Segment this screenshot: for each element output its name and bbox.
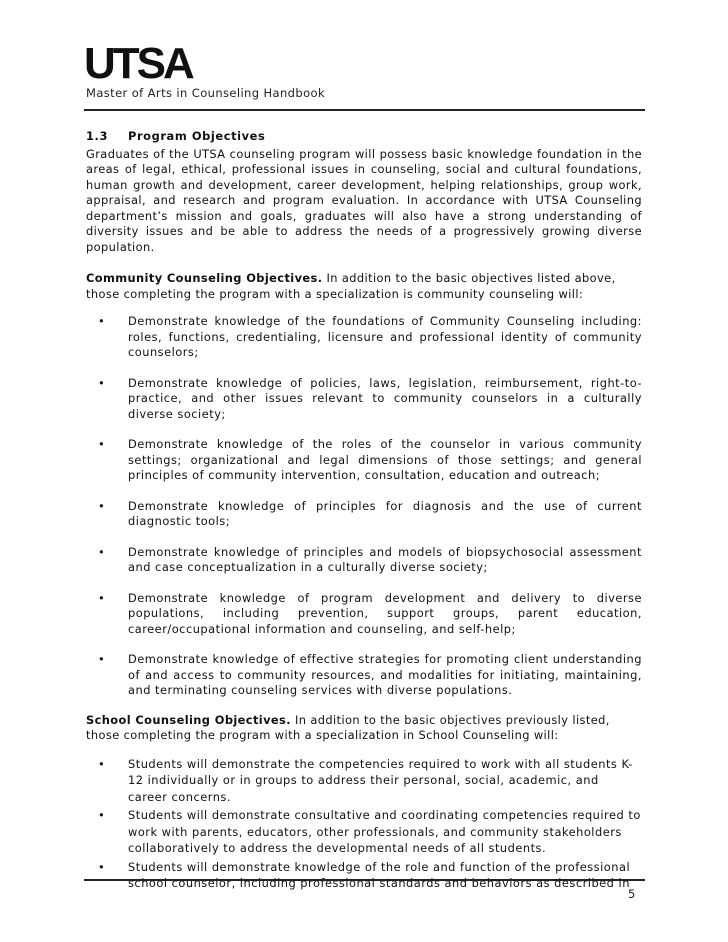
bullet-icon: • — [98, 590, 106, 605]
bullet-icon: • — [98, 652, 106, 666]
bullet-icon: • — [98, 375, 106, 390]
community-intro — [86, 271, 642, 302]
bullet-icon: • — [98, 859, 106, 874]
list-item: • Students will demonstrate the competencies required to work with all students K-12 individually or in groups to address their personal, social, academic, and career concerns. — [98, 756, 633, 804]
community-lead: Community Counseling Objectives. — [86, 271, 323, 285]
list-item: • Demonstrate knowledge of the roles of the counselor in various community settings; organizational and legal dimensions of those settings; and general principles of community intervention, consultation, education and outreach; — [98, 437, 642, 482]
intro-paragraph: Graduates of the UTSA counseling program will possess basic knowledge foundation in the areas of legal, ethical, professional issues in counseling, social and cultural foundations, human growth and development, career development, helping relationships, group work, appraisal, and research and program evaluation. In accordance with UTSA Counseling department’s mission and goals, graduates will also have a strong understanding of diversity issues and be able to address the needs of a progressively growing diverse population. — [86, 146, 642, 254]
bullet-icon: • — [98, 544, 106, 559]
list-item: • Students will demonstrate knowledge of the role and function of the professional school counselor, including professional standards and behaviors as described in — [98, 859, 631, 890]
bullet-icon: • — [98, 756, 106, 771]
list-item: • Students will demonstrate consultative and coordinating competencies required to work with parents, educators, other professionals, and community stakeholders collaboratively to address the developmental needs of all students. — [98, 808, 641, 855]
bullet-icon: • — [98, 808, 106, 822]
school-text: In addition to the basic objectives previously listed, those completing the program with a specialization in School Counseling will: — [86, 712, 610, 742]
community-text: In addition to the basic objectives listed above, those completing the program with a specialization is community counseling will: — [86, 271, 616, 301]
list-item: • Demonstrate knowledge of effective strategies for promoting client understanding of and access to community resources, and modalities for initiating, maintaining, and terminating counseling services with diverse populations. — [98, 652, 642, 697]
school-lead: School Counseling Objectives. — [86, 712, 291, 727]
section-number: 1.3 — [86, 129, 108, 143]
bullet-icon: • — [98, 437, 106, 451]
footer-rule — [84, 879, 645, 881]
list-item: • Demonstrate knowledge of the foundations of Community Counseling including: roles, functions, credentialing, licensure and professional identity of community counselors; — [98, 314, 642, 359]
bullet-icon: • — [98, 314, 106, 328]
community-objectives-list — [86, 314, 642, 699]
page-content — [86, 129, 642, 906]
list-item: • Demonstrate knowledge of program development and delivery to diverse populations, including prevention, support groups, parent education, career/occupational information and counseling, and self-help; — [98, 590, 642, 636]
handbook-title: Master of Arts in Counseling Handbook — [86, 86, 326, 100]
section-title: Program Objectives — [128, 129, 266, 143]
header-rule — [84, 109, 645, 111]
list-item: • Demonstrate knowledge of policies, laws, legislation, reimbursement, right-to-practice, and other issues relevant to community counselors in a culturally diverse society; — [98, 375, 642, 421]
school-objectives-list — [86, 756, 642, 892]
list-item: • Demonstrate knowledge of principles for diagnosis and the use of current diagnostic tools; — [98, 498, 642, 528]
list-item: • Demonstrate knowledge of principles and models of biopsychosocial assessment and case conceptualization in a culturally diverse society; — [98, 544, 642, 574]
section-heading — [86, 129, 642, 145]
school-intro — [86, 713, 642, 744]
bullet-icon: • — [98, 498, 106, 513]
utsa-logo: UTSA — [84, 39, 192, 88]
page-number: 5 — [628, 887, 636, 901]
